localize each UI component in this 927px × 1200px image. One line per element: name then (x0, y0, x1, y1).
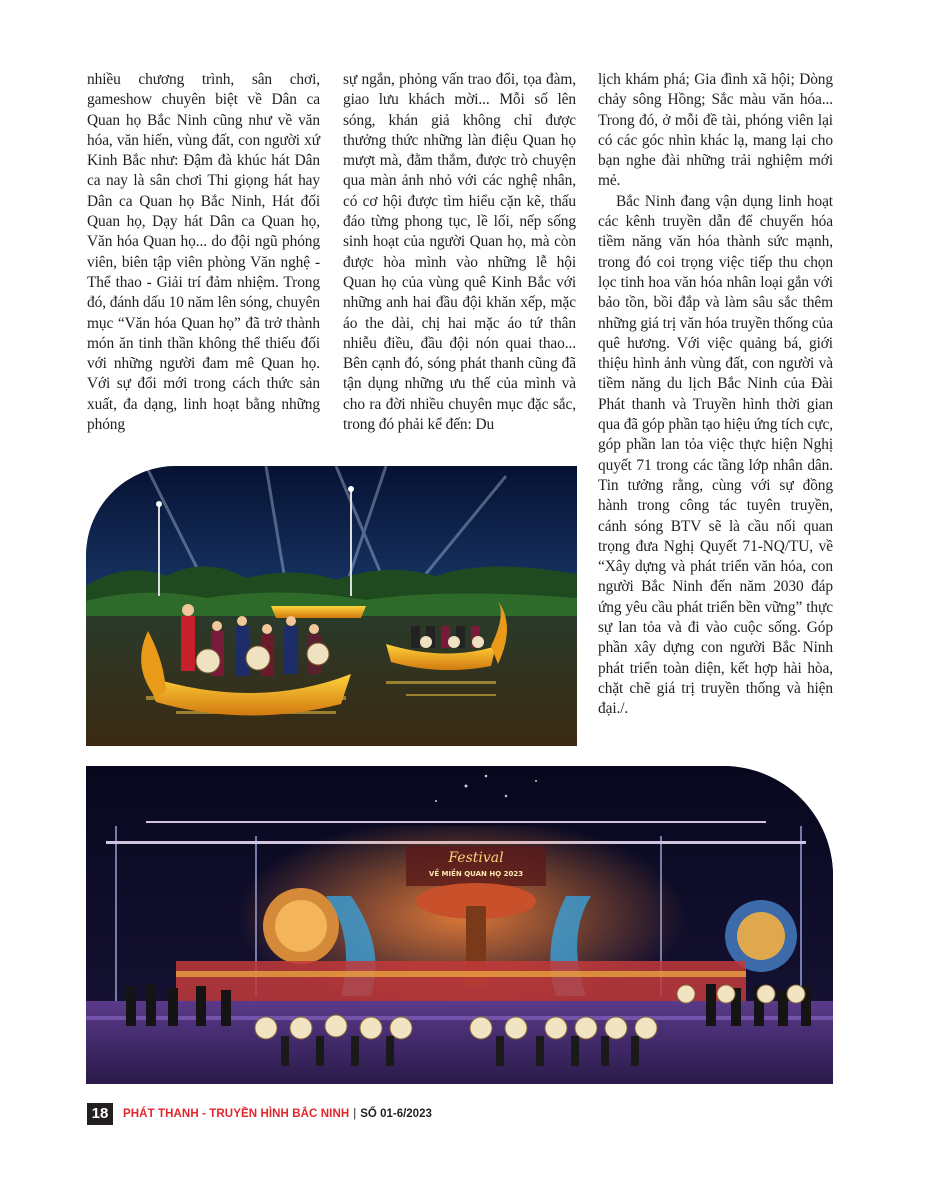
article-paragraph: sự ngắn, phỏng vấn trao đổi, tọa đàm, giao lưu khách mời... Mỗi số lên sóng, khán giả không chỉ được thưởng thức những làn điệu Quan họ mượt mà, đằm thắm, được trò chuyện qua màn ảnh nhỏ với các nghệ nhân, có cơ hội được tìm hiểu cặn kẽ, thấu đáo từng phong tục, lề lối, nếp sống sinh hoạt của người Quan họ, mà còn được hòa mình vào những lễ hội Quan họ của vùng quê Kinh Bắc với những anh hai đầu đội khăn xếp, mặc áo the dài, chị hai mặc áo tứ thân nhiễu điều, đầu đội nón quai thao... Bên cạnh đó, sóng phát thanh cũng đã tận dụng những ưu thế của mình và cho ra đời nhiều chuyên mục đặc sắc, trong đó phải kể đến: Du (343, 71, 576, 434)
photo-dragon-boat-performance (86, 466, 577, 746)
article-paragraph: Bắc Ninh đang vận dụng linh hoạt các kênh truyền dẫn để chuyển hóa tiềm năng văn hóa thành sức mạnh, trong đó coi trọng việc tiếp thu chọn lọc tinh hoa văn hóa nhân loại gắn với bảo tồn, bồi đắp và làm sâu sắc thêm những giá trị văn hóa truyền thống của quê hương. Với việc quảng bá, giới thiệu hình ảnh vùng đất, con người và tiềm năng du lịch Bắc Ninh của Đài Phát thanh và Truyền hình thời gian qua đã góp phần tạo hiệu ứng tích cực, góp phần lan tỏa việc thực hiện Nghị quyết 71 trong các tầng lớp nhân dân. Tin tưởng rằng, cùng với sự đồng hành trong công tác tuyên truyền, cánh sóng BTV sẽ là cầu nối quan trọng đưa Nghị Quyết 71-NQ/TU, về “Xây dựng và phát triển văn hóa, con người Bắc Ninh đến năm 2030 đáp ứng yêu cầu phát triển bền vững” thực sự lan tỏa và đi vào cuộc sống. Góp phần xây dựng con người Bắc Ninh phát triển toàn diện, kết hợp hài hòa, chặt chẽ giá trị truyền thống và hiện đại./. (598, 192, 833, 718)
dragon-boat-illustration (86, 466, 577, 746)
festival-stage-illustration (86, 766, 833, 1084)
magazine-name: PHÁT THANH - TRUYỀN HÌNH BẮC NINH (123, 1108, 350, 1120)
page-footer (87, 1103, 432, 1125)
festival-sign-title: Festival (448, 850, 504, 866)
page-number: 18 (87, 1103, 113, 1125)
article-column-1 (87, 70, 320, 435)
article-column-2 (343, 70, 576, 435)
footer-separator: | (353, 1108, 357, 1120)
article-column-3 (598, 70, 833, 720)
festival-sign-subtitle: VỀ MIỀN QUAN HỌ 2023 (428, 870, 524, 878)
article-paragraph: nhiều chương trình, sân chơi, gameshow chuyên biệt về Dân ca Quan họ Bắc Ninh cũng như về văn hóa, văn hiến, vùng đất, con người xứ Kinh Bắc như: Đậm đà khúc hát Dân ca nay là sân chơi Thi giọng hát hay Dân ca Quan họ Bắc Ninh, Hát đối Quan họ, Dạy hát Dân ca Quan họ, Văn hóa Quan họ... do đội ngũ phóng viên, biên tập viên phòng Văn nghệ - Thể thao - Giải trí đảm nhiệm. Trong đó, đánh dấu 10 năm lên sóng, chuyên mục “Văn hóa Quan họ” đã trở thành món ăn tinh thần không thể thiếu đối với những người đam mê Quan họ. Với sự đổi mới trong cách thức sản xuất, đa dạng, linh hoạt bằng những phóng (87, 71, 320, 434)
photo-festival-stage (86, 766, 833, 1084)
article-paragraph: lịch khám phá; Gia đình xã hội; Dòng chảy sông Hồng; Sắc màu văn hóa... Trong đó, ở mỗi đề tài, phóng viên lại có các góc nhìn khác lạ, mang lại cho bạn nghe đài những trải nghiệm mới mẻ. (598, 71, 833, 190)
issue-number: SỐ 01-6/2023 (360, 1108, 432, 1120)
